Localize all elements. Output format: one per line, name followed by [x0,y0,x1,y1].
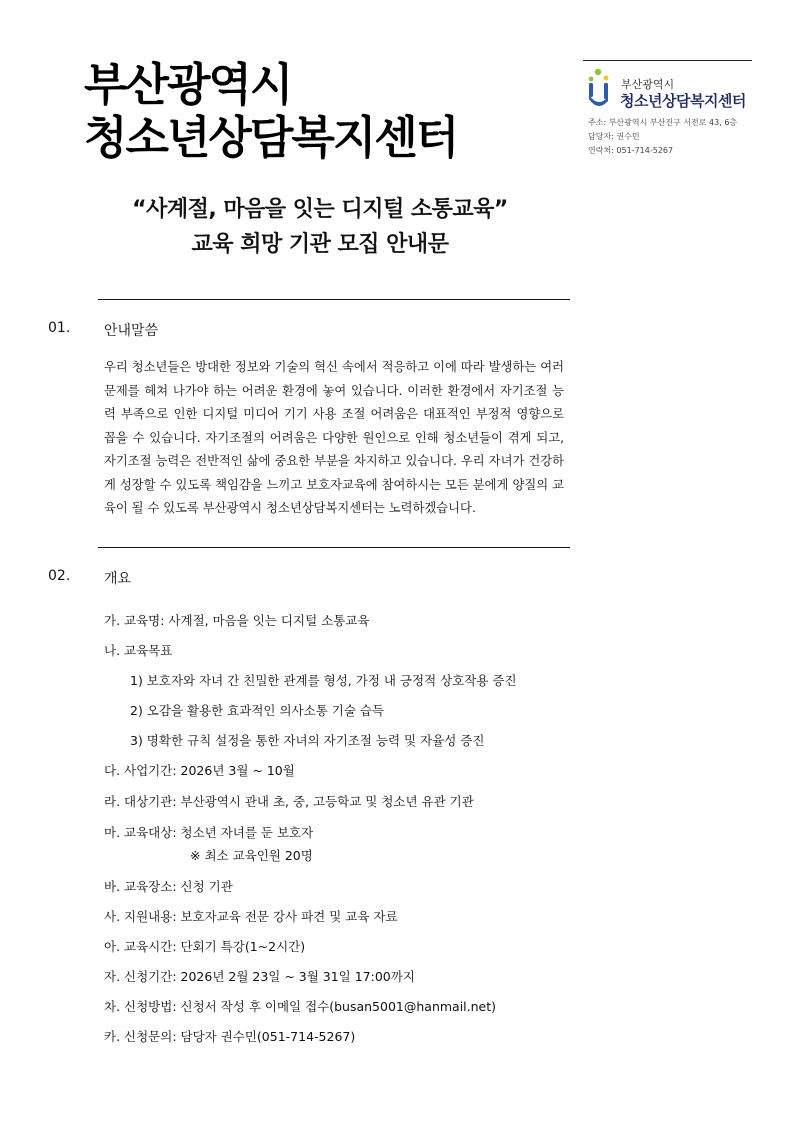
logo-top-rule [583,60,752,61]
overview-goal-1: 1) 보호자와 자녀 간 친밀한 관계를 형성, 가정 내 긍정적 상호작용 증진 [130,673,517,688]
logo-name-small: 부산광역시 [621,78,675,91]
overview-item-target-institutions: 라. 대상기관: 부산광역시 관내 초, 중, 고등학교 및 청소년 유관 기관 [104,794,474,809]
section2-divider [98,547,570,548]
logo-manager: 담당자: 권수민 [588,132,640,141]
organization-title [84,58,457,164]
center-logo-icon [587,68,613,108]
section1-number: 01. [48,320,71,336]
section1-divider [98,299,570,300]
overview-item-goals: 나. 교육목표 [104,643,173,658]
overview-item-course-name: 가. 교육명: 사계절, 마음을 잇는 디지털 소통교육 [104,613,370,628]
document-title-line1: “사계절, 마음을 잇는 디지털 소통교육” [132,197,508,222]
overview-item-duration: 아. 교육시간: 단회기 특강(1~2시간) [104,939,306,954]
overview-item-inquiry: 카. 신청문의: 담당자 권수민(051-714-5267) [104,1029,356,1044]
overview-audience-note: ※ 최소 교육인원 20명 [190,848,313,863]
document-title-line2: 교육 희망 기관 모집 안내문 [191,232,449,257]
logo-name-large: 청소년상담복지센터 [620,92,746,110]
overview-item-location: 바. 교육장소: 신청 기관 [104,879,233,894]
organization-title-line2: 청소년상담복지센터 [84,111,458,164]
logo-address: 주소: 부산광역시 부산진구 서전로 43, 6층 [588,118,738,127]
organization-title-line1: 부산광역시 [84,58,292,111]
section2-number: 02. [48,568,71,584]
section1-body: 우리 청소년들은 방대한 정보와 기술의 혁신 속에서 적응하고 이에 따라 발생하는 여러 문제를 헤쳐 나가야 하는 어려운 환경에 놓여 있습니다. 이러한 환경에서 자기조절 능력 부족으로 인한 디지털 미디어 기기 사용 조절 어려움은 대표적인 부정적 영향으로 꼽을 수 있습니다. 자기조절의 어려움은 다양한 원인으로 인해 청소년들이 겪게 되고, 자기조절 능력은 전반적인 삶에 중요한 부분을 차지하고 있습니다. 우리 자녀가 건강하게 성장할 수 있도록 책임감을 느끼고 보호자교육에 참여하시는 모든 분에게 양질의 교육이 될 수 있도록 부산광역시 청소년상담복지센터는 노력하겠습니다. [104,360,564,515]
overview-item-period: 다. 사업기간: 2026년 3월 ~ 10월 [104,763,295,778]
section2-heading: 개요 [104,571,132,587]
overview-goal-3: 3) 명확한 규칙 설정을 통한 자녀의 자기조절 능력 및 자율성 증진 [130,733,485,748]
overview-item-audience: 마. 교육대상: 청소년 자녀를 둔 보호자 [104,825,314,840]
overview-item-support: 사. 지원내용: 보호자교육 전문 강사 파견 및 교육 자료 [104,909,398,924]
logo-phone: 연락처: 051-714-5267 [588,146,674,155]
overview-item-application-period: 자. 신청기간: 2026년 2월 23일 ~ 3월 31일 17:00까지 [104,969,415,984]
section1-heading: 안내말씀 [104,323,159,339]
overview-item-application-method: 차. 신청방법: 신청서 작성 후 이메일 접수(busan5001@hanmail.net) [104,999,497,1014]
overview-goal-2: 2) 오감을 활용한 효과적인 의사소통 기술 습득 [130,703,385,718]
